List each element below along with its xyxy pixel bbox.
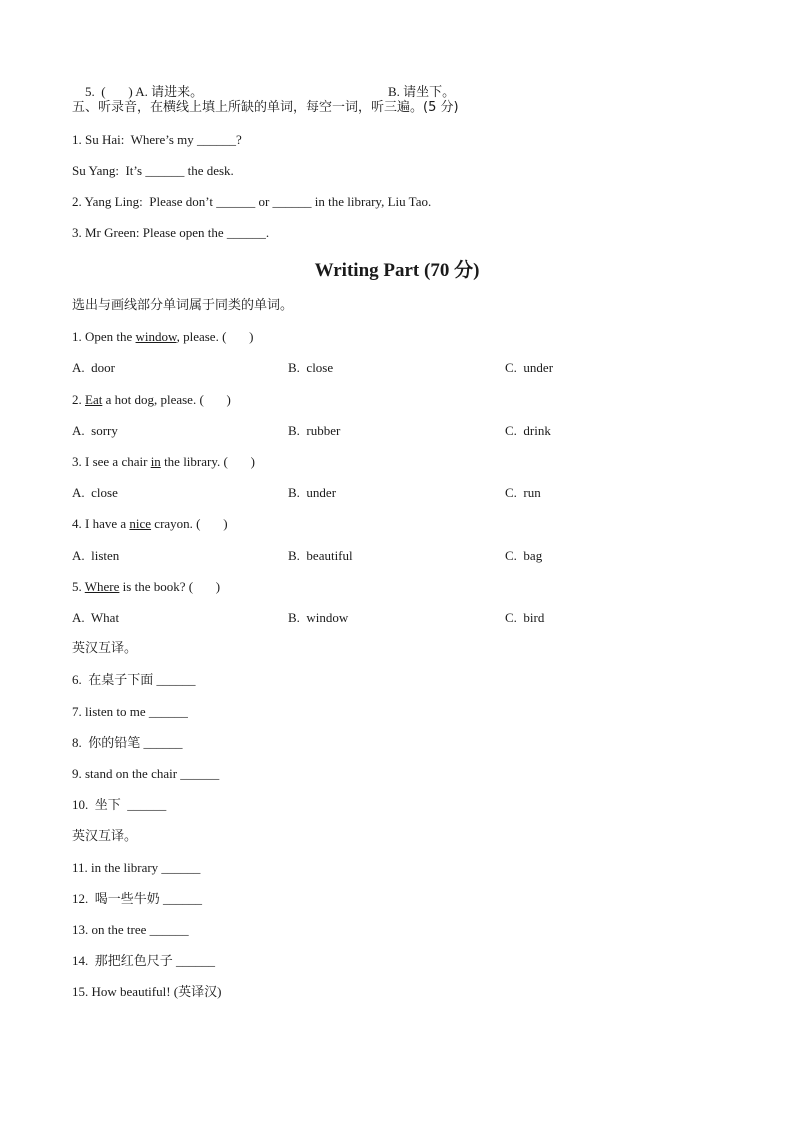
- question-2-post: a hot dog, please. ( ): [102, 392, 231, 407]
- question-2-option-a: A. sorry: [72, 423, 118, 438]
- translate-item-7: 7. listen to me ______: [72, 704, 188, 719]
- question-3-post: the library. ( ): [160, 454, 255, 469]
- question-5: [72, 579, 220, 595]
- question-5-option-c: C. bird: [505, 610, 545, 625]
- translate-item-10: 10. 坐下 ______: [72, 797, 167, 812]
- translate-item-12: 12. 喝一些牛奶 ______: [72, 891, 203, 906]
- question-5-post: is the book? ( ): [119, 579, 221, 594]
- question-4-post: crayon. ( ): [151, 516, 228, 531]
- translate-item-14: 14. 那把红色尺子 ______: [72, 953, 216, 968]
- question-3-option-c: C. run: [505, 485, 541, 500]
- question-1-option-b: B. close: [288, 360, 334, 375]
- question-2-underlined-word: Eat: [85, 392, 103, 407]
- fill-line-1: 1. Su Hai: Where’s my ______?: [72, 132, 242, 147]
- question-5-option-b: B. window: [288, 610, 349, 625]
- question-1-option-a: A. door: [72, 360, 115, 375]
- question-1-pre: 1. Open the: [72, 329, 136, 344]
- translate-item-8: 8. 你的铅笔 ______: [72, 735, 183, 750]
- fill-line-4: 3. Mr Green: Please open the ______.: [72, 225, 270, 240]
- translate-item-6: 6. 在桌子下面 ______: [72, 672, 196, 687]
- question-4-pre: 4. I have a: [72, 516, 130, 531]
- question-2-option-c: C. drink: [505, 423, 551, 438]
- question-2-pre: 2.: [72, 392, 85, 407]
- question-3-underlined-word: in: [150, 454, 161, 469]
- section5-heading: 五、听录音，在横线上填上所缺的单词，每空一词，听三遍。(5 分): [72, 100, 459, 115]
- question-3-pre: 3. I see a chair: [72, 454, 151, 469]
- question-4-underlined-word: nice: [129, 516, 152, 531]
- question-1: [72, 329, 253, 345]
- question-3-option-b: B. under: [288, 485, 337, 500]
- question-1-option-c: C. under: [505, 360, 554, 375]
- question-3-option-a: A. close: [72, 485, 118, 500]
- select-heading: 选出与画线部分单词属于同类的单词。: [72, 298, 294, 313]
- question-2-option-b: B. rubber: [288, 423, 341, 438]
- translate-item-9: 9. stand on the chair ______: [72, 766, 220, 781]
- question-2: [72, 392, 231, 408]
- translate-item-11: 11. in the library ______: [72, 860, 201, 875]
- translate-item-13: 13. on the tree ______: [72, 922, 189, 937]
- question-5-option-a: A. What: [72, 610, 120, 625]
- question-4-option-a: A. listen: [72, 548, 120, 563]
- question-5-underlined-word: Where: [84, 579, 120, 594]
- question-4: [72, 516, 228, 532]
- translate-heading-1: 英汉互译。: [72, 641, 138, 656]
- listening-q5-prefix: 5. ( ) A.: [85, 84, 152, 99]
- listening-q5-b-prefix: B.: [388, 84, 404, 99]
- question-4-option-c: C. bag: [505, 548, 543, 563]
- translate-heading-2: 英汉互译。: [72, 829, 138, 844]
- listening-q5-option-a: 请进来。: [151, 85, 204, 100]
- question-5-pre: 5.: [72, 579, 85, 594]
- question-1-underlined-word: window: [135, 329, 177, 344]
- writing-part-title: Writing Part (70 分): [314, 260, 480, 281]
- fill-line-2: Su Yang: It’s ______ the desk.: [72, 163, 234, 178]
- question-3: [72, 454, 255, 470]
- translate-item-15: 15. How beautiful! (英译汉): [72, 984, 222, 999]
- fill-line-3: 2. Yang Ling: Please don’t ______ or ______ in the library, Liu Tao.: [72, 194, 432, 209]
- listening-q5-b-text: 请坐下。: [403, 85, 456, 100]
- question-4-option-b: B. beautiful: [288, 548, 353, 563]
- question-1-post: , please. ( ): [176, 329, 254, 344]
